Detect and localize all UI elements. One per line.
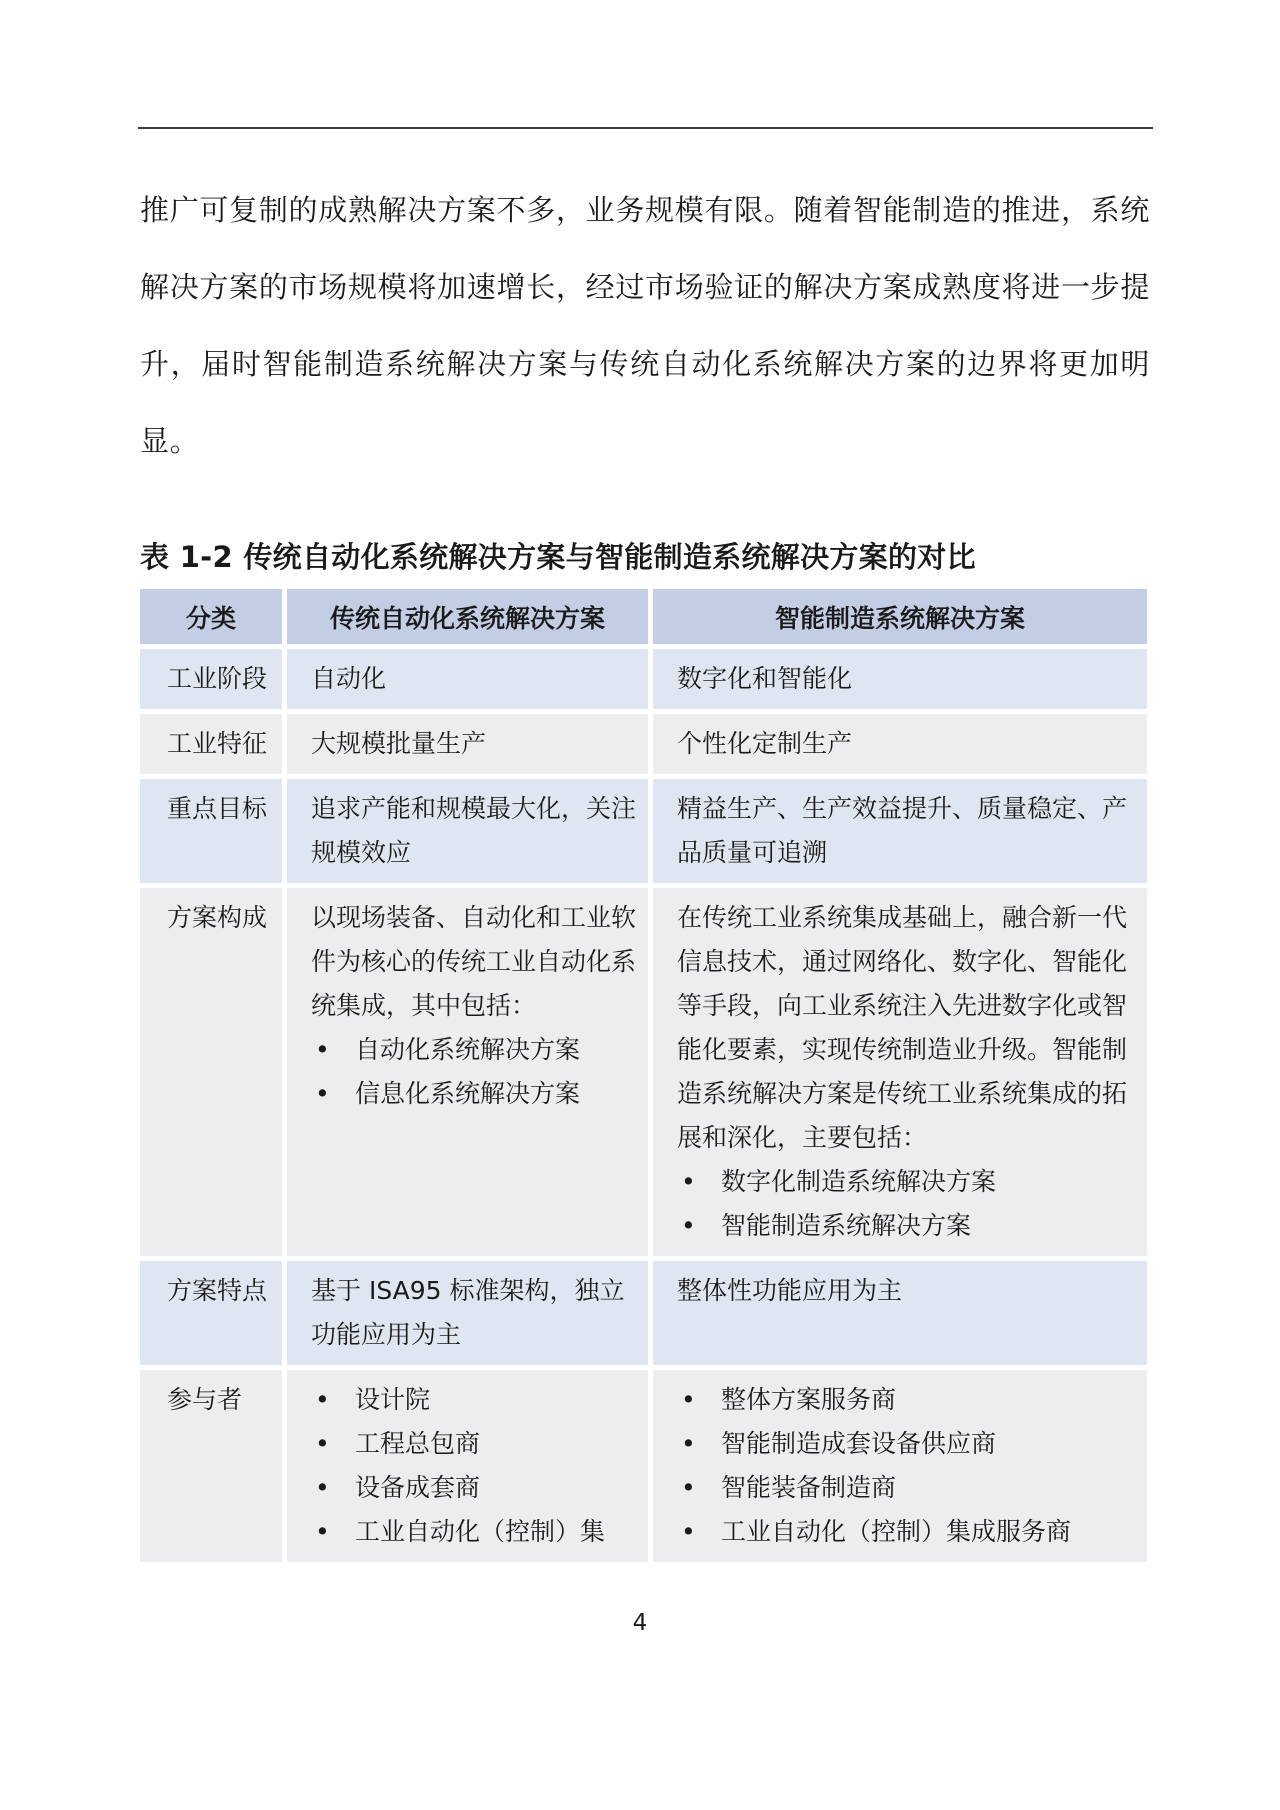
- bullet-text: 智能制造成套设备供应商: [721, 1429, 997, 1458]
- table-title: 表 1-2 传统自动化系统解决方案与智能制造系统解决方案的对比: [140, 540, 976, 574]
- smart-text: 个性化定制生产: [677, 729, 853, 758]
- header-smart: 智能制造系统解决方案: [653, 589, 1147, 644]
- bullet-dot-icon: •: [315, 1035, 330, 1064]
- bullet-dot-icon: •: [315, 1429, 330, 1458]
- bullet-dot-icon: •: [681, 1167, 696, 1196]
- comparison-table: [135, 584, 1152, 1567]
- bullet-dot-icon: •: [315, 1385, 330, 1414]
- bullet-text: 智能装备制造商: [721, 1473, 897, 1502]
- bullet-text: 智能制造系统解决方案: [721, 1211, 972, 1240]
- traditional-cell: [287, 714, 648, 774]
- bullet-dot-icon: •: [681, 1385, 696, 1414]
- traditional-cell: [287, 888, 648, 1256]
- smart-text: 精益生产、生产效益提升、质量稳定、产品质量可追溯: [677, 794, 1128, 867]
- traditional-bullet-list: [311, 1028, 636, 1116]
- bullet-text: 自动化系统解决方案: [355, 1035, 581, 1064]
- table-header-row: [140, 589, 1147, 644]
- bullet-item: [677, 1466, 1135, 1510]
- table-row: [140, 888, 1147, 1256]
- smart-bullet-list: [677, 1160, 1135, 1248]
- smart-cell: [653, 714, 1147, 774]
- traditional-text: 以现场装备、自动化和工业软件为核心的传统工业自动化系统集成，其中包括：: [311, 903, 637, 1020]
- row-category: 方案构成: [140, 888, 282, 1256]
- bullet-text: 工业自动化（控制）集成服务商: [721, 1517, 1072, 1546]
- smart-cell: [653, 649, 1147, 709]
- bullet-dot-icon: •: [681, 1517, 696, 1546]
- bullet-dot-icon: •: [681, 1473, 696, 1502]
- row-category: 方案特点: [140, 1261, 282, 1365]
- bullet-dot-icon: •: [315, 1473, 330, 1502]
- table-row: [140, 779, 1147, 883]
- bullet-item: [677, 1510, 1135, 1554]
- smart-cell: [653, 888, 1147, 1256]
- table-row: [140, 1370, 1147, 1562]
- body-paragraph: 推广可复制的成熟解决方案不多，业务规模有限。随着智能制造的推进，系统解决方案的市场规模将加速增长，经过市场验证的解决方案成熟度将进一步提升，届时智能制造系统解决方案与传统自动化系统解决方案的边界将更加明显。: [140, 193, 1150, 458]
- bullet-dot-icon: •: [681, 1211, 696, 1240]
- bullet-dot-icon: •: [315, 1079, 330, 1108]
- smart-text: 整体性功能应用为主: [677, 1276, 903, 1305]
- bullet-text: 设备成套商: [355, 1473, 481, 1502]
- header-rule: [138, 127, 1153, 129]
- header-category: 分类: [140, 589, 282, 644]
- row-category: 工业阶段: [140, 649, 282, 709]
- traditional-text: 自动化: [311, 664, 387, 693]
- bullet-text: 数字化制造系统解决方案: [721, 1167, 997, 1196]
- bullet-text: 设计院: [355, 1385, 431, 1414]
- traditional-text: 追求产能和规模最大化，关注规模效应: [311, 794, 637, 867]
- bullet-item: [677, 1422, 1135, 1466]
- traditional-cell: [287, 649, 648, 709]
- traditional-cell: [287, 1370, 648, 1562]
- bullet-text: 工业自动化（控制）集: [355, 1517, 606, 1546]
- bullet-item: [311, 1028, 636, 1072]
- smart-cell: [653, 1261, 1147, 1365]
- bullet-item: [311, 1378, 636, 1422]
- table-row: [140, 714, 1147, 774]
- table-row: [140, 1261, 1147, 1365]
- bullet-item: [677, 1204, 1135, 1248]
- bullet-item: [311, 1422, 636, 1466]
- smart-bullet-list: [677, 1378, 1135, 1554]
- smart-cell: [653, 1370, 1147, 1562]
- bullet-item: [311, 1466, 636, 1510]
- table-row: [140, 649, 1147, 709]
- header-traditional: 传统自动化系统解决方案: [287, 589, 648, 644]
- traditional-cell: [287, 1261, 648, 1365]
- traditional-bullet-list: [311, 1378, 636, 1554]
- bullet-item: [677, 1378, 1135, 1422]
- bullet-item: [311, 1072, 636, 1116]
- traditional-cell: [287, 779, 648, 883]
- traditional-text: 大规模批量生产: [311, 729, 487, 758]
- bullet-item: [677, 1160, 1135, 1204]
- traditional-text: 基于 ISA95 标准架构，独立功能应用为主: [311, 1276, 625, 1349]
- bullet-item: [311, 1510, 636, 1554]
- bullet-text: 信息化系统解决方案: [355, 1079, 581, 1108]
- bullet-dot-icon: •: [681, 1429, 696, 1458]
- bullet-text: 整体方案服务商: [721, 1385, 897, 1414]
- page-number: 4: [632, 1610, 648, 1636]
- row-category: 重点目标: [140, 779, 282, 883]
- bullet-dot-icon: •: [315, 1517, 330, 1546]
- smart-text: 在传统工业系统集成基础上，融合新一代信息技术，通过网络化、数字化、智能化等手段，向工业系统注入先进数字化或智能化要素，实现传统制造业升级。智能制造系统解决方案是传统工业系统集成的拓展和深化，主要包括：: [677, 903, 1128, 1152]
- smart-text: 数字化和智能化: [677, 664, 853, 693]
- row-category: 工业特征: [140, 714, 282, 774]
- bullet-text: 工程总包商: [355, 1429, 481, 1458]
- row-category: 参与者: [140, 1370, 282, 1562]
- smart-cell: [653, 779, 1147, 883]
